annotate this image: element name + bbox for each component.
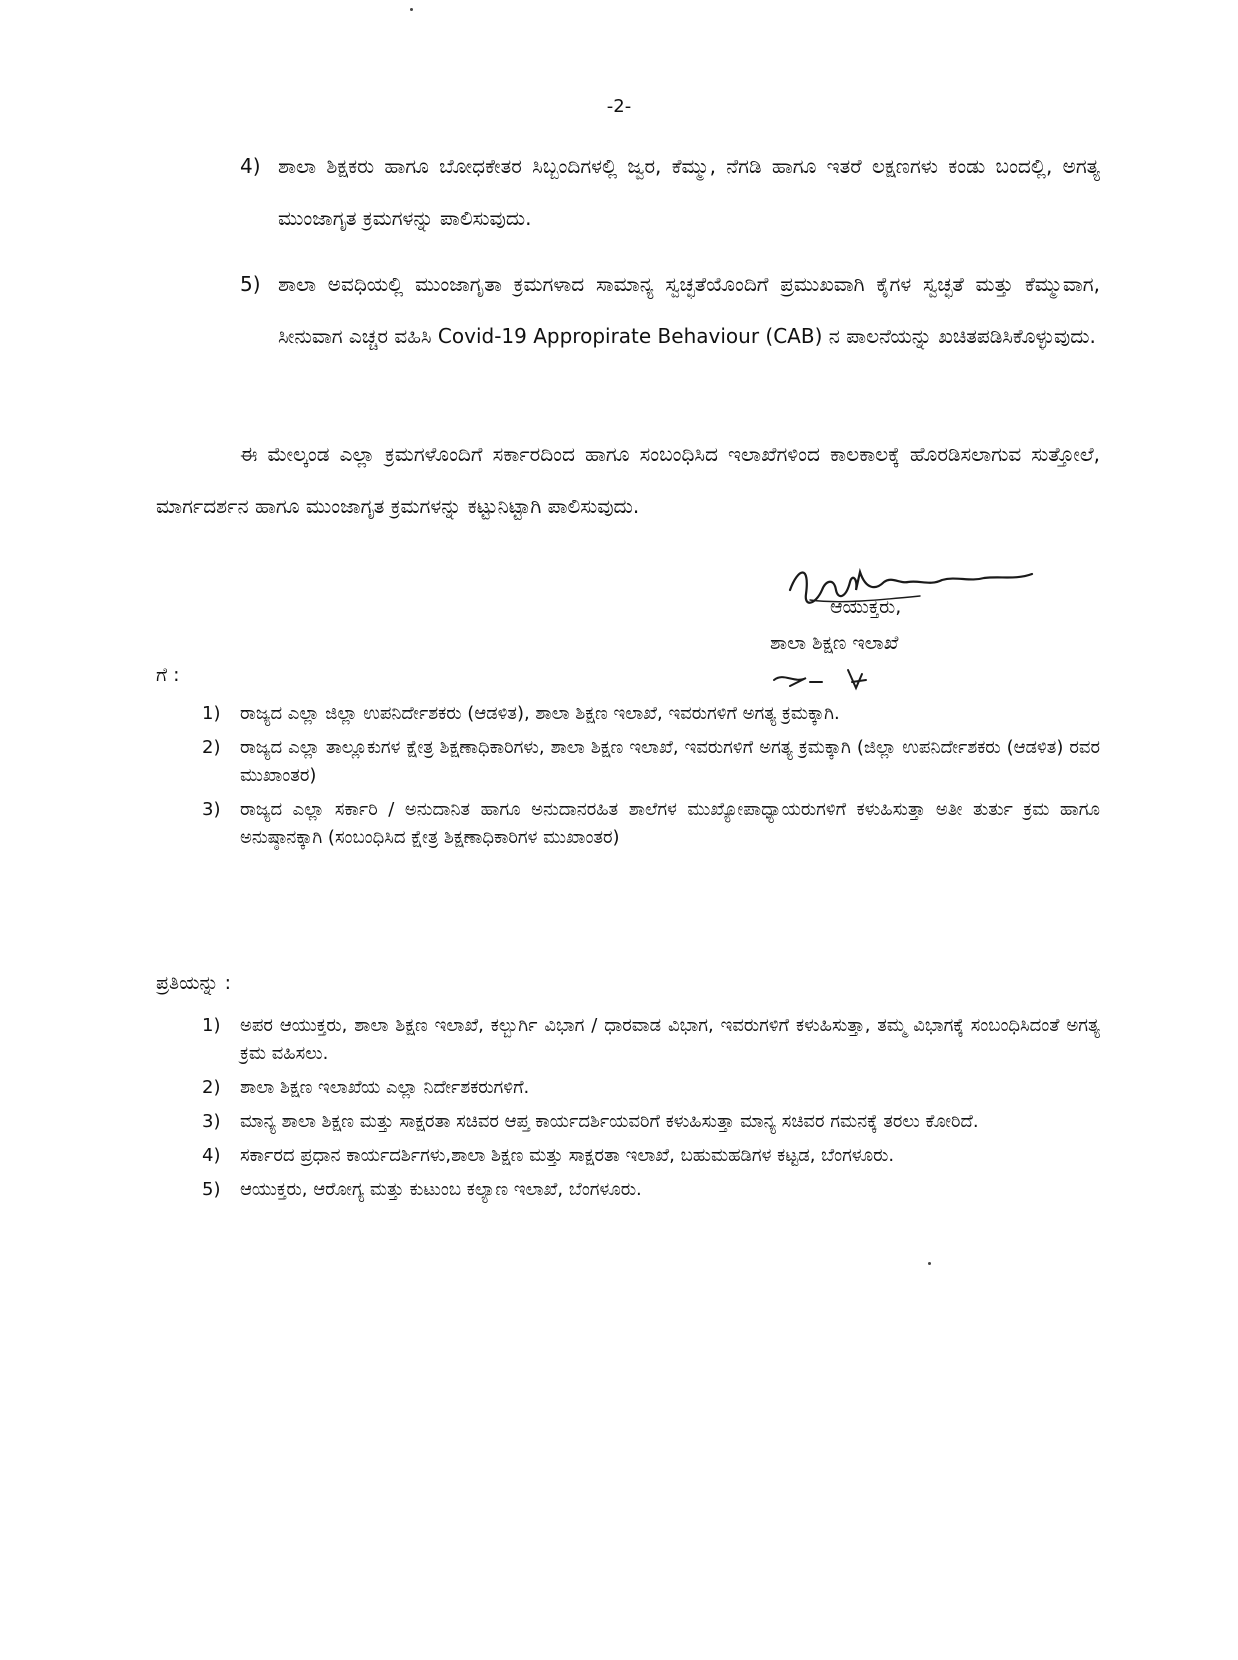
- copy-list: [202, 1012, 1100, 1210]
- list-item: [202, 1074, 1100, 1102]
- item-number: 4): [202, 1145, 221, 1166]
- item-number: 2): [202, 1077, 221, 1098]
- item-number: 2): [202, 737, 221, 758]
- item-number: 3): [202, 1111, 221, 1132]
- copy-heading: ಪ್ರತಿಯನ್ನು :: [156, 972, 232, 994]
- point-number: 4): [240, 154, 261, 178]
- item-text: ರಾಜ್ಯದ ಎಲ್ಲಾ ಜಿಲ್ಲಾ ಉಪನಿರ್ದೇಶಕರು (ಆಡಳಿತ), ಶಾಲಾ ಶಿಕ್ಷಣ ಇಲಾಖೆ, ಇವರುಗಳಿಗೆ ಅಗತ್ಯ ಕ್ರಮಕ್ಕಾಗಿ.: [240, 703, 840, 724]
- scan-speck: [928, 1262, 931, 1265]
- list-item: [202, 1108, 1100, 1136]
- point-5: [240, 258, 1100, 362]
- item-number: 1): [202, 1015, 221, 1036]
- page-number: -2-: [606, 96, 632, 117]
- item-text: ಆಯುಕ್ತರು, ಆರೋಗ್ಯ ಮತ್ತು ಕುಟುಂಬ ಕಲ್ಯಾಣ ಇಲಾಖೆ, ಬೆಂಗಳೂರು.: [240, 1179, 642, 1200]
- list-item: [202, 1142, 1100, 1170]
- signatory-designation: ಆಯುಕ್ತರು,: [830, 596, 902, 618]
- list-item: [202, 1012, 1100, 1068]
- to-list: [202, 700, 1100, 858]
- point-number: 5): [240, 272, 261, 296]
- list-item: [202, 796, 1100, 852]
- list-item: [202, 734, 1100, 790]
- item-text: ಶಾಲಾ ಶಿಕ್ಷಣ ಇಲಾಖೆಯ ಎಲ್ಲಾ ನಿರ್ದೇಶಕರುಗಳಿಗೆ.: [240, 1077, 530, 1098]
- item-text: ಅಪರ ಆಯುಕ್ತರು, ಶಾಲಾ ಶಿಕ್ಷಣ ಇಲಾಖೆ, ಕಲ್ಬುರ್ಗಿ ವಿಭಾಗ / ಧಾರವಾಡ ವಿಭಾಗ, ಇವರುಗಳಿಗೆ ಕಳುಹಿಸುತ್ತಾ, ತಮ್ಮ ವಿಭಾಗಕ್ಕೆ ಸಂಬಂಧಿಸಿದಂತೆ ಅಗತ್ಯ ಕ್ರಮ ವಹಿಸಲು.: [240, 1015, 1100, 1064]
- to-heading: ಗೆ :: [156, 664, 180, 686]
- item-text: ಸರ್ಕಾರದ ಪ್ರಧಾನ ಕಾರ್ಯದರ್ಶಿಗಳು,ಶಾಲಾ ಶಿಕ್ಷಣ ಮತ್ತು ಸಾಕ್ಷರತಾ ಇಲಾಖೆ, ಬಹುಮಹಡಿಗಳ ಕಟ್ಟಡ, ಬೆಂಗಳೂರು.: [240, 1145, 895, 1166]
- signatory-department: ಶಾಲಾ ಶಿಕ್ಷಣ ಇಲಾಖೆ: [770, 632, 899, 654]
- item-number: 3): [202, 799, 221, 820]
- list-item: [202, 1176, 1100, 1204]
- item-number: 1): [202, 703, 221, 724]
- list-item: [202, 700, 1100, 728]
- closing-paragraph: ಈ ಮೇಲ್ಕಂಡ ಎಲ್ಲಾ ಕ್ರಮಗಳೊಂದಿಗೆ ಸರ್ಕಾರದಿಂದ ಹಾಗೂ ಸಂಬಂಧಿಸಿದ ಇಲಾಖೆಗಳಿಂದ ಕಾಲಕಾಲಕ್ಕೆ ಹೊರಡಿಸಲಾಗುವ ಸುತ್ತೋಲೆ, ಮಾರ್ಗದರ್ಶನ ಹಾಗೂ ಮುಂಜಾಗೃತ ಕ್ರಮಗಳನ್ನು ಕಟ್ಟುನಿಟ್ಟಾಗಿ ಪಾಲಿಸುವುದು.: [156, 442, 1100, 518]
- instruction-points: [240, 140, 1100, 362]
- point-4: [240, 140, 1100, 244]
- point-text: ಶಾಲಾ ಅವಧಿಯಲ್ಲಿ ಮುಂಜಾಗೃತಾ ಕ್ರಮಗಳಾದ ಸಾಮಾನ್ಯ ಸ್ವಚ್ಛತೆಯೊಂದಿಗೆ ಪ್ರಮುಖವಾಗಿ ಕೈಗಳ ಸ್ವಚ್ಛತೆ ಮತ್ತು ಕೆಮ್ಮುವಾಗ, ಸೀನುವಾಗ ಎಚ್ಚರ ವಹಿಸಿ Covid-19 Appropirate Behaviour (CAB) ನ ಪಾಲನೆಯನ್ನು ಖಚಿತಪಡಿಸಿಕೊಳ್ಳುವುದು.: [278, 272, 1100, 348]
- point-text: ಶಾಲಾ ಶಿಕ್ಷಕರು ಹಾಗೂ ಬೋಧಕೇತರ ಸಿಬ್ಬಂದಿಗಳಲ್ಲಿ ಜ್ವರ, ಕೆಮ್ಮು, ನೆಗಡಿ ಹಾಗೂ ಇತರೆ ಲಕ್ಷಣಗಳು ಕಂಡು ಬಂದಲ್ಲಿ, ಅಗತ್ಯ ಮುಂಜಾಗೃತ ಕ್ರಮಗಳನ್ನು ಪಾಲಿಸುವುದು.: [278, 154, 1100, 230]
- initials-mark: [770, 660, 890, 694]
- item-text: ಮಾನ್ಯ ಶಾಲಾ ಶಿಕ್ಷಣ ಮತ್ತು ಸಾಕ್ಷರತಾ ಸಚಿವರ ಆಪ್ತ ಕಾರ್ಯದರ್ಶಿಯವರಿಗೆ ಕಳುಹಿಸುತ್ತಾ ಮಾನ್ಯ ಸಚಿವರ ಗಮನಕ್ಕೆ ತರಲು ಕೋರಿದೆ.: [240, 1111, 979, 1132]
- scan-speck: [410, 8, 413, 11]
- item-number: 5): [202, 1179, 221, 1200]
- item-text: ರಾಜ್ಯದ ಎಲ್ಲಾ ಸರ್ಕಾರಿ / ಅನುದಾನಿತ ಹಾಗೂ ಅನುದಾನರಹಿತ ಶಾಲೆಗಳ ಮುಖ್ಯೋಪಾಧ್ಯಾಯರುಗಳಿಗೆ ಕಳುಹಿಸುತ್ತಾ ಅತೀ ತುರ್ತು ಕ್ರಮ ಹಾಗೂ ಅನುಷ್ಠಾನಕ್ಕಾಗಿ (ಸಂಬಂಧಿಸಿದ ಕ್ಷೇತ್ರ ಶಿಕ್ಷಣಾಧಿಕಾರಿಗಳ ಮುಖಾಂತರ): [240, 799, 1100, 848]
- item-text: ರಾಜ್ಯದ ಎಲ್ಲಾ ತಾಲ್ಲೂಕುಗಳ ಕ್ಷೇತ್ರ ಶಿಕ್ಷಣಾಧಿಕಾರಿಗಳು, ಶಾಲಾ ಶಿಕ್ಷಣ ಇಲಾಖೆ, ಇವರುಗಳಿಗೆ ಅಗತ್ಯ ಕ್ರಮಕ್ಕಾಗಿ (ಜಿಲ್ಲಾ ಉಪನಿರ್ದೇಶಕರು (ಆಡಳಿತ) ರವರ ಮುಖಾಂತರ): [240, 737, 1100, 786]
- signature-image: [780, 560, 1040, 614]
